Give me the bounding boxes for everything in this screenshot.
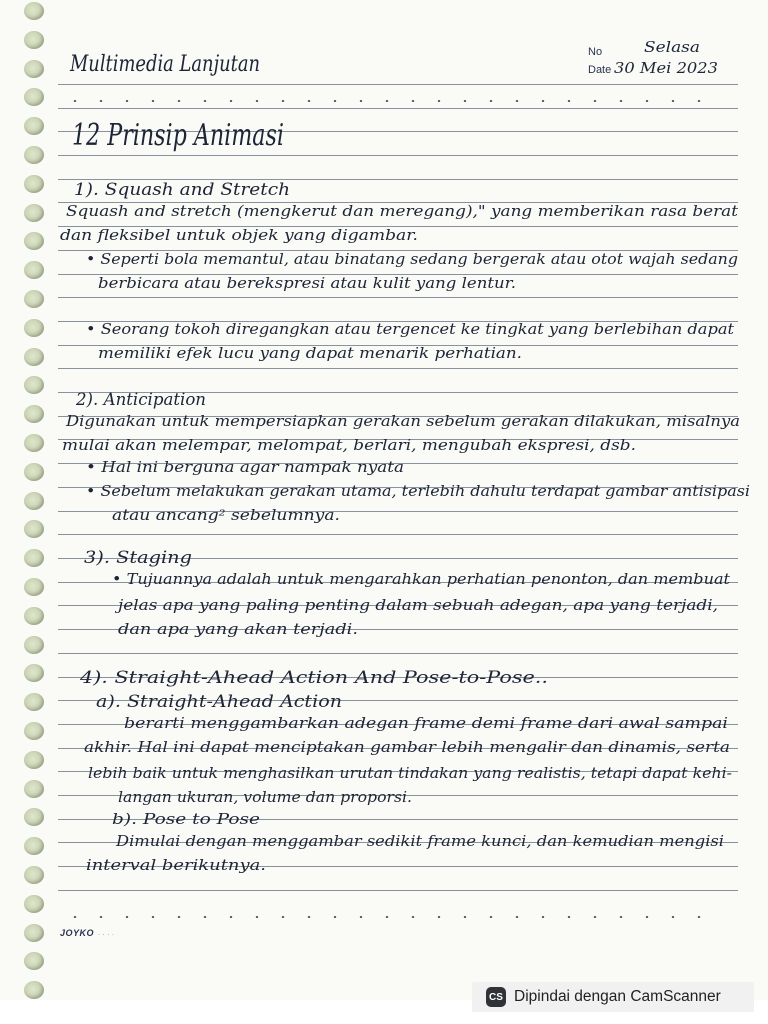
bullet-line: • Tujuannya adalah untuk mengarahkan perhatian penonton, dan membuat xyxy=(112,572,730,588)
text-line: berbicara atau berekspresi atau kulit yang lentur. xyxy=(98,276,516,292)
bottom-dot-row xyxy=(62,916,722,918)
heading-straight-ahead-pose: 4). Straight-Ahead Action And Pose-to-Pose.. xyxy=(80,668,548,688)
spiral-ring xyxy=(24,319,44,337)
text-line: mulai akan melempar, melompat, berlari, mengubah ekspresi, dsb. xyxy=(62,438,636,454)
rule-line xyxy=(58,250,738,251)
spiral-ring xyxy=(24,636,44,654)
text-line: berarti menggambarkan adegan frame demi frame dari awal sampai xyxy=(124,716,728,732)
rule-line xyxy=(58,202,738,203)
subheading-straight-ahead: a). Straight-Ahead Action xyxy=(96,692,342,712)
spiral-ring xyxy=(24,952,44,970)
text-line: langan ukuran, volume dan proporsi. xyxy=(118,790,412,806)
text-line: Squash and stretch (mengkerut dan meregang)," yang memberikan rasa berat xyxy=(66,204,738,220)
date-value: 30 Mei 2023 xyxy=(614,59,718,77)
spiral-ring xyxy=(24,895,44,913)
rule-line xyxy=(58,84,738,85)
spiral-ring xyxy=(24,722,44,740)
rule-line xyxy=(58,297,738,298)
spiral-ring xyxy=(24,434,44,452)
rule-line xyxy=(58,226,738,227)
text-line: dan fleksibel untuk objek yang digambar. xyxy=(60,228,418,244)
spiral-ring xyxy=(24,808,44,826)
subject-title: Multimedia Lanjutan xyxy=(70,52,260,77)
spiral-ring xyxy=(24,60,44,78)
spiral-ring xyxy=(24,88,44,106)
rule-line xyxy=(58,534,738,535)
text-line: interval berikutnya. xyxy=(86,858,266,874)
rule-line xyxy=(58,653,738,654)
spiral-ring xyxy=(24,348,44,366)
spiral-ring xyxy=(24,175,44,193)
date-label: Date xyxy=(588,64,612,76)
subheading-pose-to-pose: b). Pose to Pose xyxy=(112,812,260,828)
text-line: dan apa yang akan terjadi. xyxy=(118,622,358,638)
spiral-ring xyxy=(24,607,44,625)
spiral-ring xyxy=(24,463,44,481)
heading-staging: 3). Staging xyxy=(84,548,192,568)
spiral-ring xyxy=(24,981,44,999)
spiral-ring xyxy=(24,780,44,798)
spiral-ring xyxy=(24,146,44,164)
day-value: Selasa xyxy=(644,38,700,56)
spiral-ring xyxy=(24,492,44,510)
rule-line xyxy=(58,108,738,109)
spiral-ring xyxy=(24,261,44,279)
bullet-line: • Hal ini berguna agar nampak nyata xyxy=(86,460,404,476)
heading-squash-stretch: 1). Squash and Stretch xyxy=(74,180,290,200)
spiral-ring xyxy=(24,405,44,423)
text-line: jelas apa yang paling penting dalam sebuah adegan, apa yang terjadi, xyxy=(118,598,718,614)
spiral-binding xyxy=(24,0,48,1000)
text-line: memiliki efek lucu yang dapat menarik perhatian. xyxy=(98,346,522,362)
spiral-ring xyxy=(24,117,44,135)
spiral-ring xyxy=(24,31,44,49)
rule-line xyxy=(58,890,738,891)
camscanner-label: Dipindai dengan CamScanner xyxy=(514,988,721,1005)
spiral-ring xyxy=(24,376,44,394)
rule-line xyxy=(58,155,738,156)
page-title: 12 Prinsip Animasi xyxy=(72,118,284,153)
spiral-ring xyxy=(24,204,44,222)
top-dot-row xyxy=(62,100,722,102)
spiral-ring xyxy=(24,520,44,538)
spiral-ring xyxy=(24,2,44,20)
no-label: No xyxy=(588,46,603,58)
rule-line xyxy=(58,274,738,275)
text-line: Digunakan untuk mempersiapkan gerakan sebelum gerakan dilakukan, misalnya xyxy=(66,414,740,430)
heading-anticipation: 2). Anticipation xyxy=(76,390,206,410)
spiral-ring xyxy=(24,693,44,711)
spiral-ring xyxy=(24,837,44,855)
notebook-brand: JOYKO · · · · xyxy=(60,928,115,938)
camscanner-icon: CS xyxy=(486,987,506,1007)
bullet-line: • Seperti bola memantul, atau binatang sedang bergerak atau otot wajah sedang xyxy=(86,252,738,268)
spiral-ring xyxy=(24,578,44,596)
spiral-ring xyxy=(24,664,44,682)
spiral-ring xyxy=(24,549,44,567)
bullet-line: • Sebelum melakukan gerakan utama, terlebih dahulu terdapat gambar antisipasi xyxy=(86,484,750,500)
bullet-line: • Seorang tokoh diregangkan atau tergencet ke tingkat yang berlebihan dapat xyxy=(86,322,734,338)
spiral-ring xyxy=(24,866,44,884)
spiral-ring xyxy=(24,751,44,769)
text-line: lebih baik untuk menghasilkan urutan tindakan yang realistis, tetapi dapat kehi- xyxy=(88,766,732,782)
camscanner-watermark xyxy=(472,982,754,1012)
spiral-ring xyxy=(24,290,44,308)
text-line: atau ancang² sebelumnya. xyxy=(112,508,340,524)
text-line: Dimulai dengan menggambar sedikit frame kunci, dan kemudian mengisi xyxy=(116,834,724,850)
rule-line xyxy=(58,368,738,369)
spiral-ring xyxy=(24,924,44,942)
text-line: akhir. Hal ini dapat menciptakan gambar lebih mengalir dan dinamis, serta xyxy=(84,740,730,756)
spiral-ring xyxy=(24,232,44,250)
